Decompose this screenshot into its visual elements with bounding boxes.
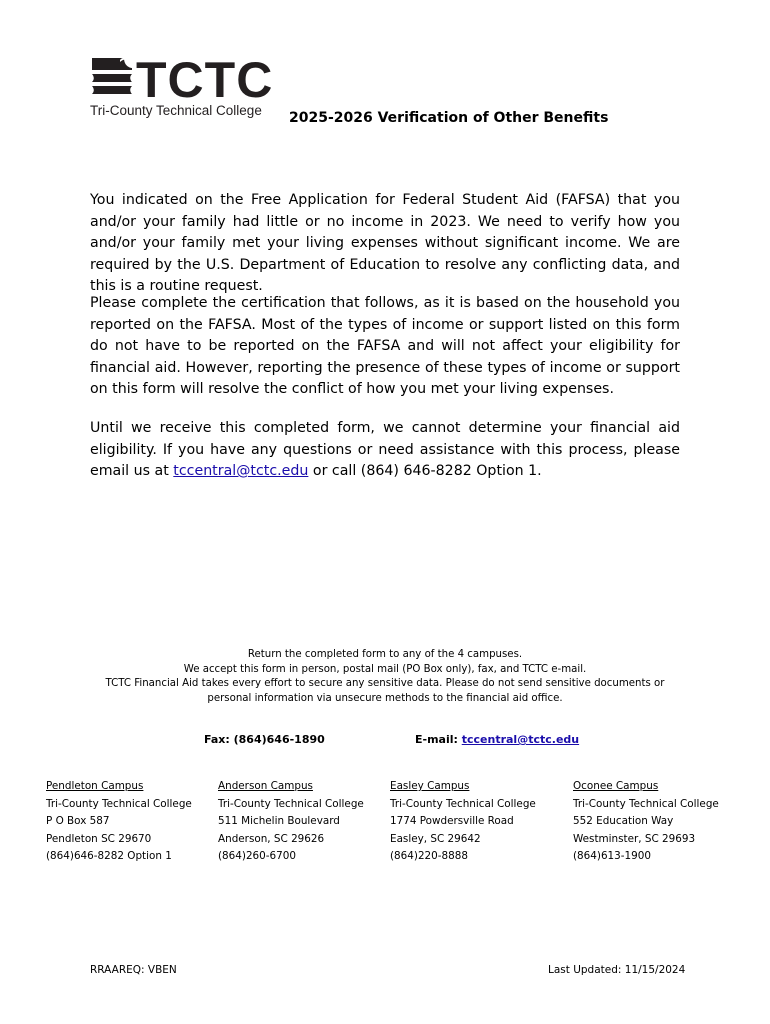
form-code: RRAAREQ: VBEN [90, 964, 177, 976]
campus-name: Oconee Campus [573, 780, 659, 792]
notice-line: TCTC Financial Aid takes every effort to secure any sensitive data. Please do not send sensitive documents or [105, 678, 665, 689]
logo-subtitle: Tri-County Technical College [90, 103, 262, 118]
campus-college: Tri-County Technical College [46, 797, 192, 810]
campus-street: P O Box 587 [46, 815, 110, 827]
email-contact [415, 733, 579, 746]
tctc-emblem-icon [90, 56, 134, 102]
campus-street: 1774 Powdersville Road [390, 815, 514, 827]
paragraph-contact-phone: or call (864) 646-8282 Option 1. [308, 463, 542, 479]
paragraph-contact [90, 418, 680, 483]
campus-phone: (864)260-6700 [218, 850, 296, 862]
email-link[interactable]: tccentral@tctc.edu [173, 463, 309, 479]
campus-name: Anderson Campus [218, 780, 313, 792]
campus-easley [390, 778, 536, 866]
campus-name: Pendleton Campus [46, 780, 144, 792]
campus-college: Tri-County Technical College [390, 797, 536, 810]
campus-anderson [218, 778, 364, 866]
campus-pendleton [46, 778, 192, 866]
campus-city: Westminster, SC 29693 [573, 832, 696, 845]
paragraph-intro: You indicated on the Free Application for Federal Student Aid (FAFSA) that you and/or your family had little or no income in 2023. We need to verify how you and/or your family met your living expenses without significant income. We are required by the U.S. Department of Education to resolve any conflicting data, and this is a routine request. [90, 192, 680, 294]
notice-line: personal information via unsecure methods to the financial aid office. [207, 692, 563, 704]
college-logo [90, 52, 280, 122]
return-notice [0, 648, 770, 706]
campus-street: 552 Education Way [573, 815, 674, 827]
paragraph-contact-text: Until we receive this completed form, we cannot determine your financial aid eligibility. If you have any questions or need assistance with this process, please email us at [90, 420, 680, 479]
paragraph-certification: Please complete the certification that follows, as it is based on the household you reported on the FAFSA. Most of the types of income or support listed on this form do not have to be reported on the FAFSA and will not affect your eligibility for financial aid. However, reporting the presence of these types of income or support on this form will resolve the conflict of how you met your living expenses. [90, 295, 680, 397]
campus-city: Anderson, SC 29626 [218, 832, 325, 845]
logo-wordmark: TCTC [136, 52, 274, 108]
campus-college: Tri-County Technical College [573, 797, 719, 810]
campus-college: Tri-County Technical College [218, 797, 364, 810]
campus-street: 511 Michelin Boulevard [218, 815, 340, 827]
email-contact-link[interactable]: tccentral@tctc.edu [461, 733, 580, 746]
campus-city: Pendleton SC 29670 [46, 832, 152, 845]
campus-phone: (864)220-8888 [390, 850, 468, 862]
notice-line: We accept this form in person, postal mail (PO Box only), fax, and TCTC e-mail. [183, 663, 587, 675]
campus-phone: (864)646-8282 Option 1 [46, 850, 172, 862]
campus-oconee [573, 778, 719, 866]
campus-name: Easley Campus [390, 780, 470, 792]
document-title: 2025-2026 Verification of Other Benefits [289, 110, 609, 126]
last-updated: Last Updated: 11/15/2024 [548, 964, 686, 976]
campus-phone: (864)613-1900 [573, 850, 651, 862]
notice-line: Return the completed form to any of the 4 campuses. [247, 649, 523, 660]
email-label: E-mail: [415, 733, 462, 746]
campus-city: Easley, SC 29642 [390, 832, 481, 845]
fax-number: Fax: (864)646-1890 [204, 733, 325, 746]
